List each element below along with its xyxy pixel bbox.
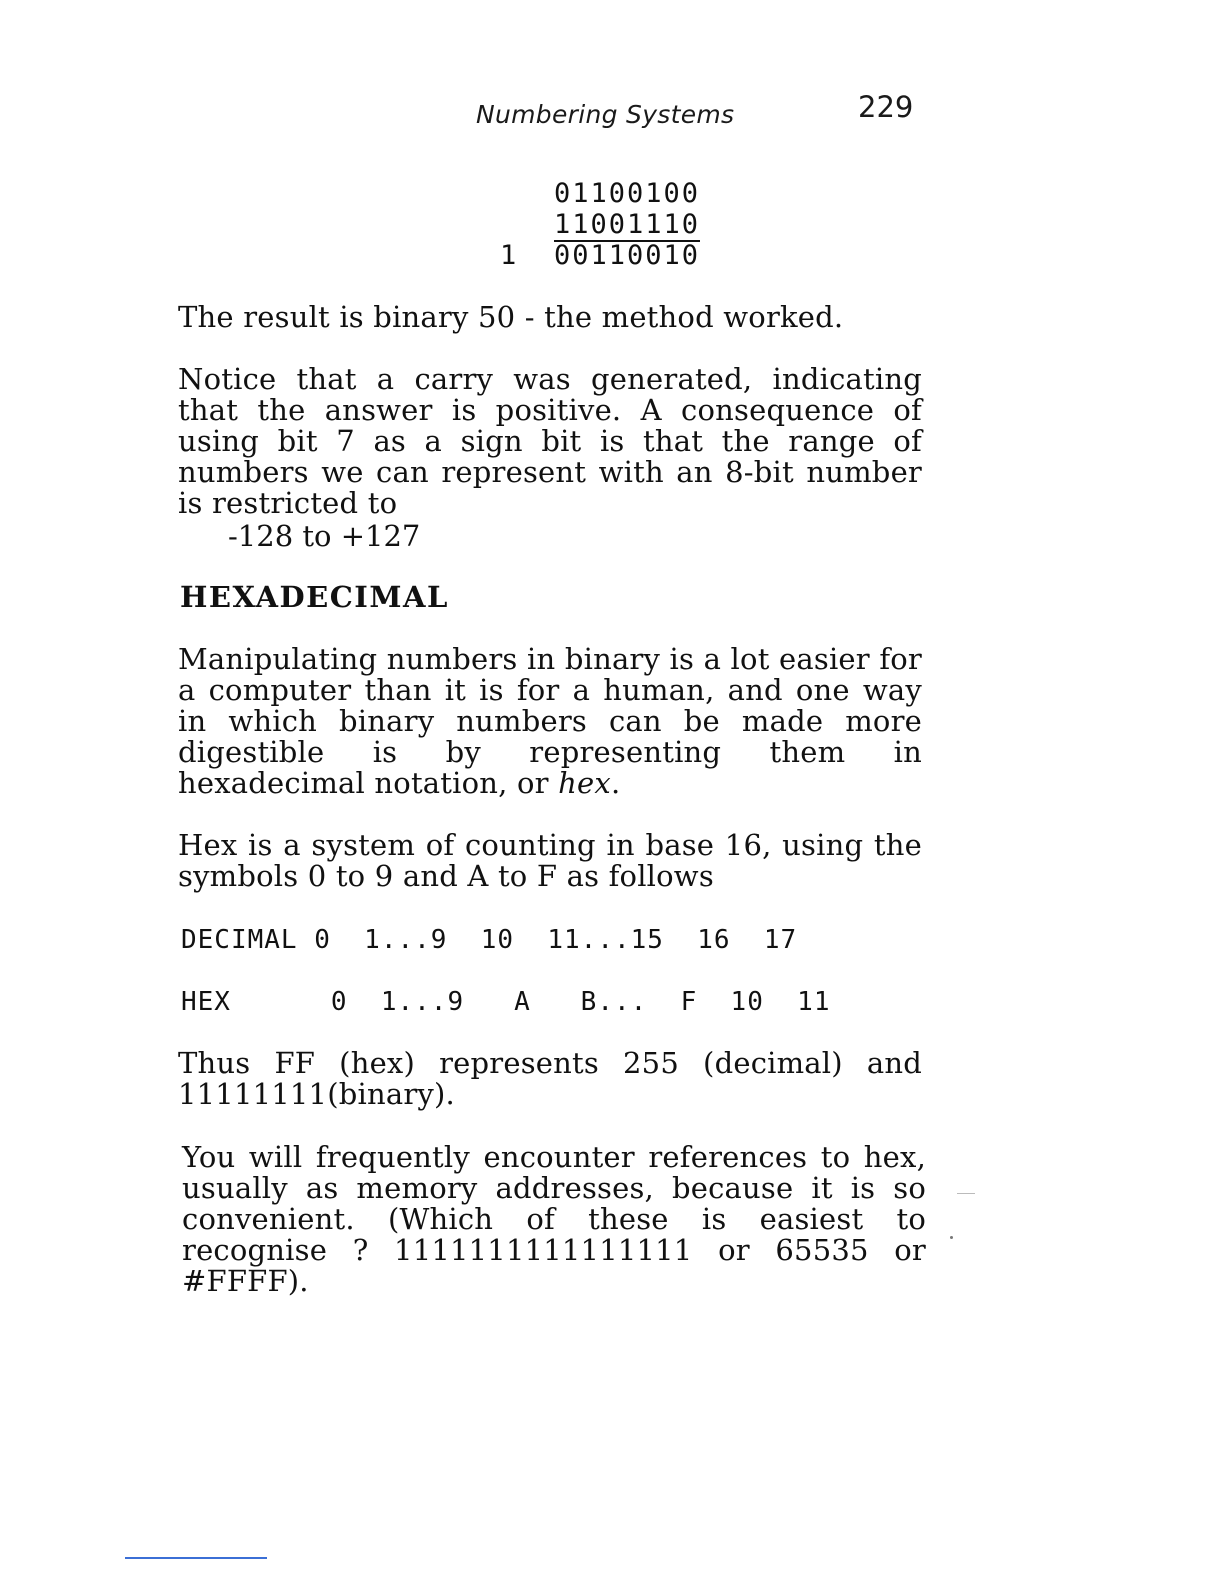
scan-dot — [950, 1236, 953, 1239]
decimal-row: DECIMAL 0 1...9 10 11...15 16 17 — [181, 925, 798, 955]
addend-2: 11001110 — [554, 209, 701, 240]
paragraph-manipulating-text: Manipulating numbers in binary is a lot easier for a computer than it is for a human, and one way in which binary numbers can be made more digestible is by representing them in hexadecimal notation, or — [178, 642, 922, 800]
footer-rule — [125, 1557, 267, 1559]
paragraph-frequently: You will frequently encounter references to hex, usually as memory addresses, because it is so convenient. (Which of these is easiest to recognise ? 1111111111111111 or 65535 or #FFFF). — [182, 1140, 926, 1298]
range-value: -128 to +127 — [228, 519, 421, 553]
hex-row: HEX 0 1...9 A B... F 10 11 — [181, 987, 831, 1017]
paragraph-hex-system: Hex is a system of counting in base 16, using the symbols 0 to 9 and A to F as follows — [178, 828, 922, 893]
page-number: 229 — [858, 90, 914, 124]
binary-addition — [500, 178, 714, 271]
paragraph-manipulating — [178, 644, 922, 799]
paragraph-thus: Thus FF (hex) represents 255 (decimal) and 11111111(binary). — [178, 1046, 922, 1111]
scan-mark — [957, 1193, 975, 1194]
carry-bit: 1 — [500, 240, 519, 271]
addend-1: 01100100 — [554, 178, 701, 209]
paragraph-carry-notice: Notice that a carry was generated, indicating that the answer is positive. A consequence of using bit 7 as a sign bit is that the range of numbers we can represent with an 8-bit number is restricted to — [178, 362, 922, 520]
paragraph-manipulating-end: . — [610, 766, 621, 800]
sum-result: 00110010 — [554, 240, 701, 271]
section-heading: HEXADECIMAL — [180, 580, 449, 614]
paragraph-result: The result is binary 50 - the method worked. — [178, 300, 844, 334]
running-head: Numbering Systems — [476, 100, 735, 129]
hex-italic: hex — [558, 766, 611, 800]
